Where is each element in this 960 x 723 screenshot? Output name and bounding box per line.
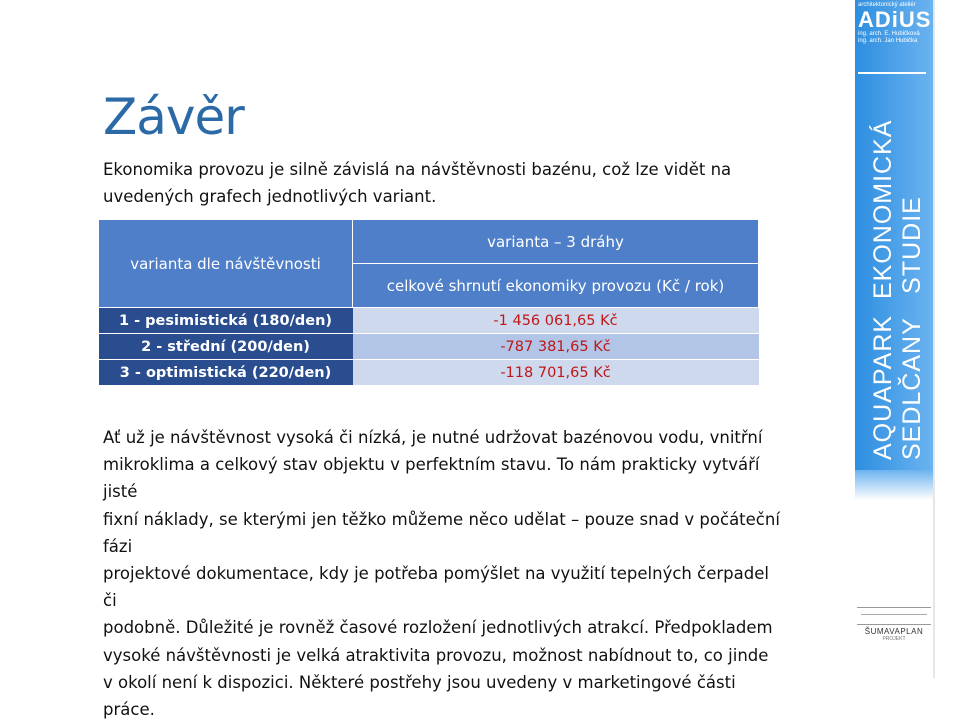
row-label: 1 - pesimistická (180/den) (99, 308, 353, 334)
body-line: podobně. Důležité je rovněž časové rozložení jednotlivých atrakcí. Předpokladem (103, 618, 773, 638)
sumavaplan-logo (855, 607, 933, 642)
body-line: mikroklima a celkový stav objektu v perfektním stavu. To nám prakticky vytváří jisté (103, 455, 760, 502)
footer-logo-sub: PROJEKT (882, 636, 906, 642)
body-line: vysoké návštěvnosti je velká atraktivita provozu, možnost nabídnout to, co jinde (103, 645, 769, 665)
logo-lines-icon (857, 607, 931, 625)
adius-logo (858, 2, 930, 45)
row-label: 2 - střední (200/den) (99, 334, 353, 360)
logo-author-2: ing. arch. Jan Hubička (858, 38, 918, 44)
table-row (99, 334, 759, 360)
row-value: -1 456 061,65 Kč (353, 308, 759, 334)
header-variant-lanes: varianta – 3 dráhy (353, 220, 759, 264)
logo-divider (858, 72, 926, 74)
row-value: -118 701,65 Kč (353, 360, 759, 386)
header-variant-visitors: varianta dle návštěvnosti (99, 220, 353, 308)
logo-brand: ADiUS (858, 7, 932, 32)
logo-author-1: ing. arch. E. Hubičková (858, 31, 920, 37)
table-row (99, 360, 759, 386)
body-line: fixní náklady, se kterými jen těžko můžeme něco udělat – pouze snad v počáteční fázi (103, 509, 780, 556)
intro-paragraph (103, 156, 783, 210)
footer-logo-name: ŠUMAVAPLAN (864, 627, 924, 636)
header-summary: celkové shrnutí ekonomiky provozu (Kč / rok) (353, 264, 759, 308)
slide-edge (933, 0, 935, 678)
intro-line: uvedených grafech jednotlivých variant. (103, 187, 437, 206)
sidebar-fade (855, 470, 933, 500)
body-line: Ať už je návštěvnost vysoká či nízká, je nutné udržovat bazénovou vodu, vnitřní (103, 428, 763, 447)
body-line: projektové dokumentace, kdy je potřeba pomýšlet na využití tepelných čerpadel či (103, 564, 769, 611)
row-value: -787 381,65 Kč (353, 334, 759, 360)
intro-line: Ekonomika provozu je silně závislá na návštěvnosti bazénu, což lze vidět na (103, 160, 732, 179)
table-row (99, 308, 759, 334)
body-paragraph (103, 424, 783, 723)
vertical-line-2: SEDLČANY STUDIE (898, 196, 926, 460)
page-title: Závěr (103, 88, 244, 146)
sidebar-vertical-title (869, 120, 927, 460)
body-line: v okolí není k dispozici. Některé postřehy jsou uvedeny v marketingové části práce. (103, 672, 736, 720)
logo-caption: architektonický ateliér (858, 2, 916, 8)
row-label: 3 - optimistická (220/den) (99, 360, 353, 386)
economics-table (98, 219, 759, 386)
vertical-line-1: AQUAPARK EKONOMICKÁ (869, 119, 897, 460)
